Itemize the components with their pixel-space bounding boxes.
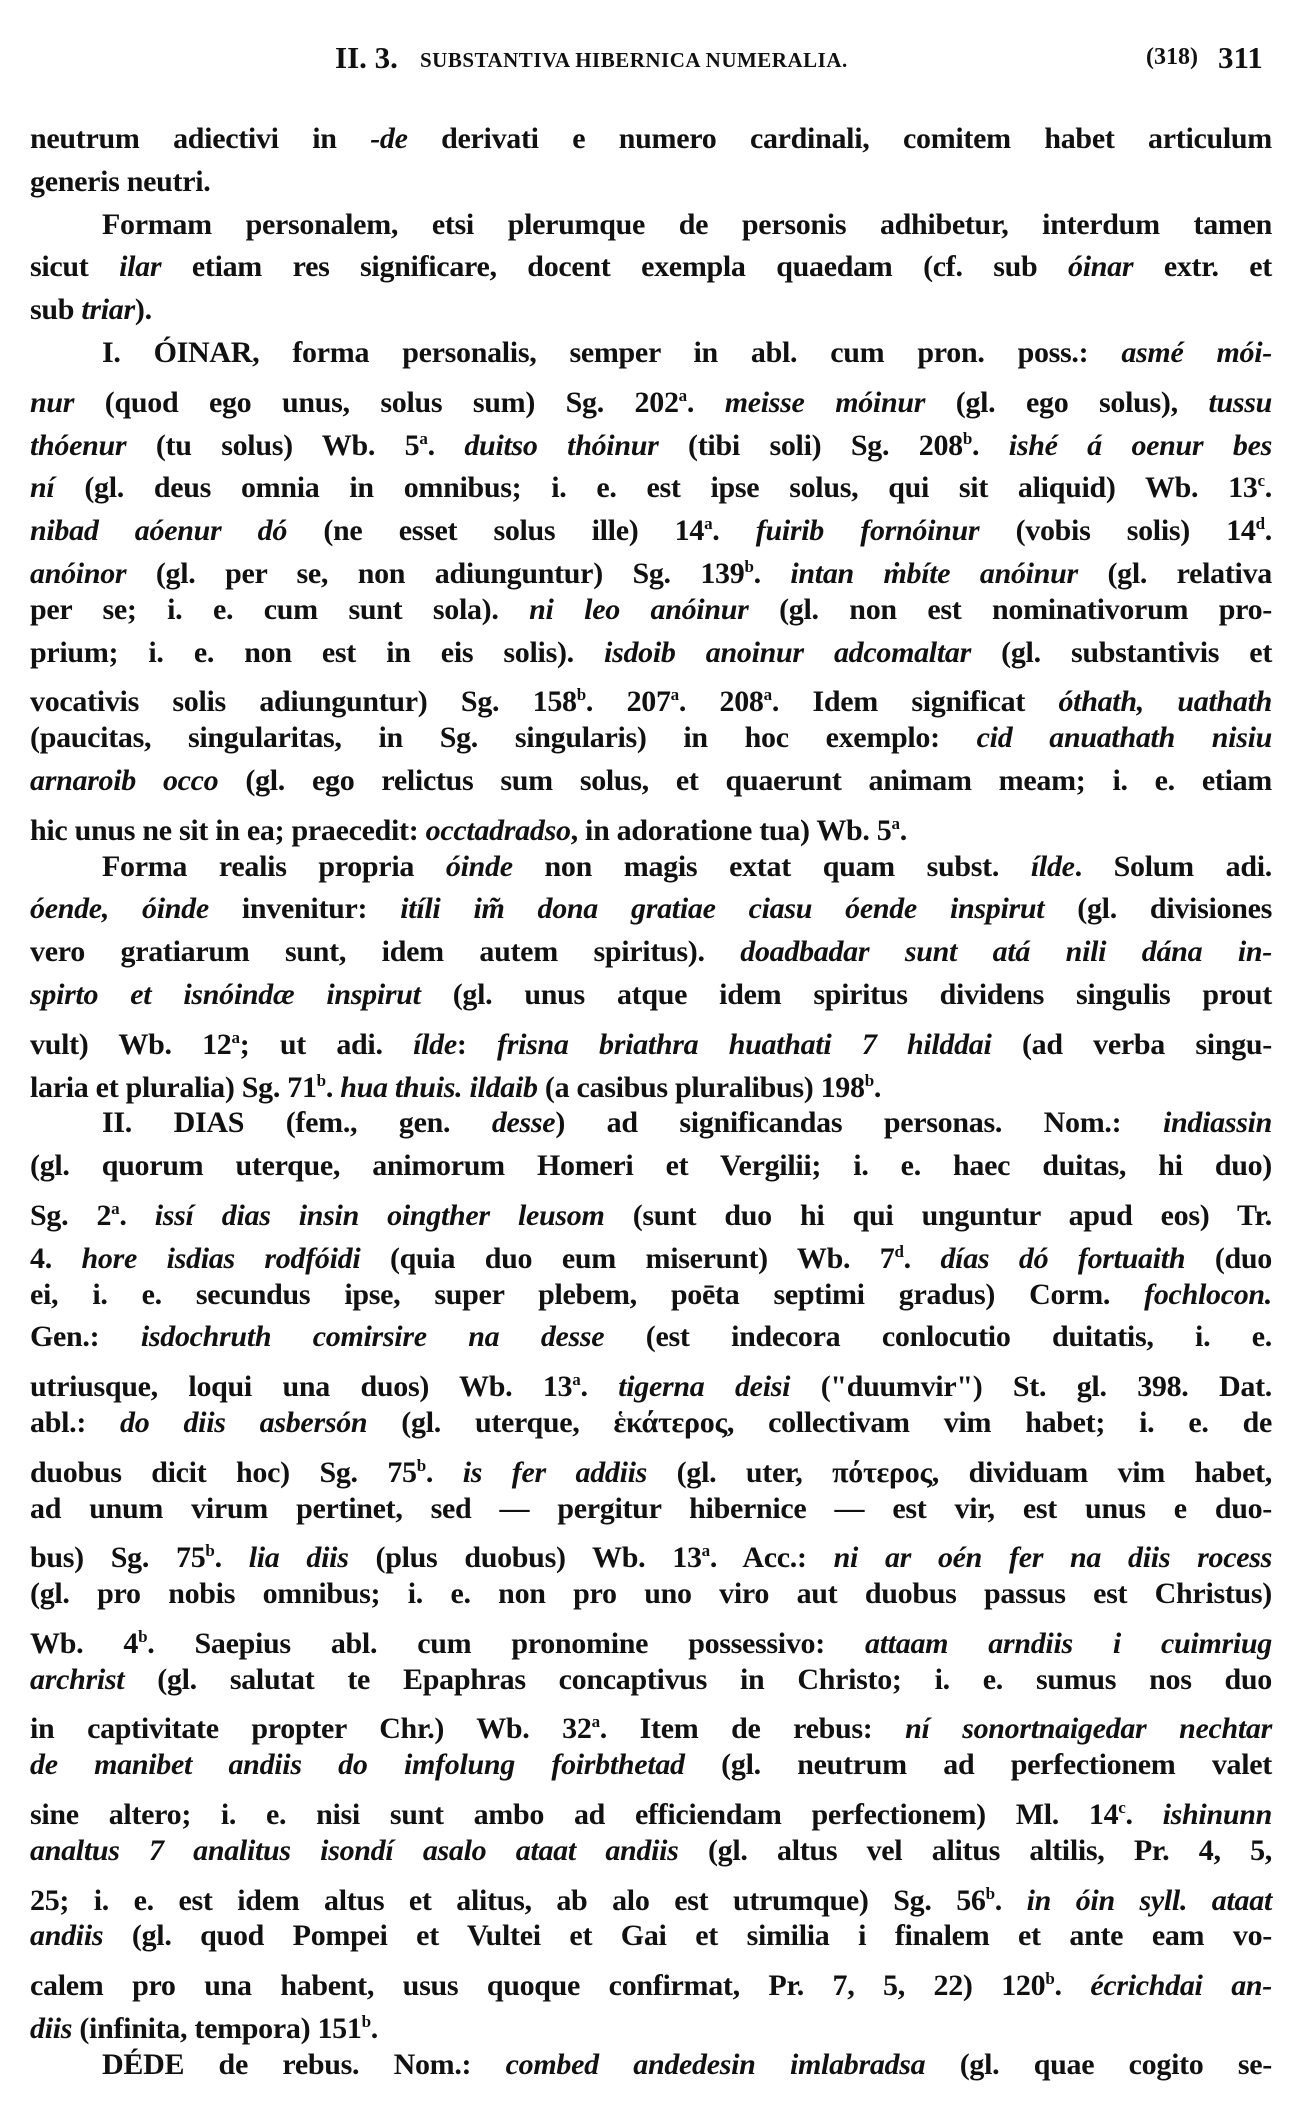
- irish-example: ní: [30, 471, 55, 505]
- folio-column-superscript: a: [572, 1370, 581, 1390]
- latin-text: .: [1054, 1969, 1091, 2003]
- latin-text: generis neutri.: [30, 164, 211, 198]
- latin-text: utriusque, loqui una duos) Wb. 13: [30, 1370, 573, 1404]
- text-line: [30, 1445, 1272, 1488]
- text-line: [30, 974, 1272, 1017]
- latin-text: .: [972, 428, 1009, 462]
- folio-column-superscript: a: [591, 1712, 600, 1732]
- latin-text: . 208: [678, 685, 764, 719]
- latin-text: vult) Wb. 12: [30, 1027, 232, 1061]
- irish-example: arnaroib occo: [30, 763, 219, 797]
- text-line: [30, 1958, 1272, 2001]
- text-line: [30, 1488, 1272, 1531]
- irish-example: fochlocon.: [1144, 1277, 1272, 1311]
- irish-example: hore isdias rodfóidi: [81, 1241, 361, 1275]
- latin-text: . Acc.:: [709, 1541, 834, 1575]
- folio-column-superscript: b: [205, 1541, 215, 1561]
- folio-column-superscript: a: [419, 428, 428, 448]
- irish-example: ílde: [413, 1027, 457, 1061]
- folio-column-superscript: a: [701, 1541, 710, 1561]
- text-line: [30, 1530, 1272, 1573]
- irish-example: óende, óinde: [30, 892, 209, 926]
- text-line: [30, 1359, 1272, 1402]
- text-line: [30, 2044, 1272, 2087]
- irish-example: frisna briathra huathati 7 hilddai: [497, 1027, 992, 1061]
- irish-example: analtus 7 analitus isondí asalo ataat andiis: [30, 1833, 679, 1867]
- latin-text: 4.: [30, 1241, 82, 1275]
- folio-column-superscript: b: [416, 1455, 426, 1475]
- running-title: SUBSTANTIVA HIBERNICA NUMERALIA.: [420, 48, 848, 72]
- latin-text: , in adoratione tua) Wb. 5: [570, 813, 892, 847]
- folio-column-superscript: b: [962, 428, 972, 448]
- latin-text: (gl. per se, non adiunguntur) Sg. 139: [126, 556, 745, 590]
- text-line: [30, 1102, 1272, 1145]
- irish-example: óinde: [445, 849, 513, 883]
- latin-text: ) ad significandas personas. Nom.:: [555, 1106, 1163, 1140]
- text-line: [30, 1060, 1272, 1103]
- latin-text: .: [325, 1070, 341, 1104]
- latin-text: (ne esset solus ille) 14: [287, 514, 705, 548]
- latin-text: (gl. altus vel alitus altilis, Pr. 4, 5,: [678, 1833, 1272, 1867]
- irish-example: óinar: [1068, 250, 1134, 284]
- latin-text: per se; i. e. cum sunt sola).: [30, 592, 530, 626]
- latin-text: (vobis solis) 14: [979, 514, 1256, 548]
- irish-example: thóenur: [30, 428, 127, 462]
- latin-text: (gl. substantivis et: [970, 635, 1273, 669]
- latin-text: Formam personalem, etsi plerumque de personis adhibetur, interdum tamen: [102, 207, 1272, 241]
- folio-column-superscript: c: [1118, 1798, 1126, 1818]
- irish-example: in óin syll. ataat: [1026, 1883, 1272, 1917]
- irish-example: desse: [491, 1106, 556, 1140]
- latin-text: . Solum adi.: [1074, 849, 1272, 883]
- irish-example: fuirib fornóinur: [755, 514, 980, 548]
- latin-text: II. DIAS (fem., gen.: [102, 1106, 492, 1140]
- folio-column-superscript: b: [316, 1070, 326, 1090]
- latin-text: bus) Sg. 75: [30, 1541, 206, 1575]
- irish-example: ni ar oén fer na diis rocess: [833, 1541, 1273, 1575]
- latin-text: 25; i. e. est idem altus et alitus, ab alo est utrumque) Sg. 56: [30, 1883, 986, 1917]
- folio-column-superscript: a: [111, 1198, 120, 1218]
- latin-text: etiam res significare, docent exempla quaedam (cf. sub: [161, 250, 1069, 284]
- irish-example: duitso thóinur: [464, 428, 659, 462]
- irish-example: écrichdai an-: [1090, 1969, 1272, 2003]
- latin-text: (gl. quorum uterque, animorum Homeri et Vergilii; i. e. haec duitas, hi duo): [30, 1149, 1272, 1183]
- latin-text: DÉDE de rebus. Nom.:: [102, 2047, 506, 2081]
- folio-column-superscript: d: [894, 1241, 904, 1261]
- latin-text: :: [456, 1027, 498, 1061]
- text-line: [30, 589, 1272, 632]
- text-line: [30, 332, 1272, 375]
- irish-example: do diis asbersón: [120, 1405, 368, 1439]
- irish-example: spirto et isnóindæ inspirut: [30, 977, 421, 1011]
- latin-text: ).: [134, 293, 152, 327]
- text-line: [30, 931, 1272, 974]
- irish-example: -de: [370, 122, 408, 155]
- text-line: [30, 1659, 1272, 1702]
- irish-example: tigerna deisi: [618, 1370, 791, 1404]
- latin-text: derivati e numero cardinali, comitem habet articulum: [407, 122, 1272, 155]
- text-line: [30, 2001, 1272, 2044]
- irish-example: diis: [30, 2012, 73, 2046]
- latin-text: (sunt duo hi qui unguntur apud eos) Tr.: [604, 1198, 1272, 1232]
- latin-text: .: [1125, 1798, 1163, 1832]
- irish-example: tussu: [1208, 385, 1273, 419]
- latin-text: . Item de rebus:: [599, 1712, 906, 1746]
- text-line: [30, 1915, 1272, 1958]
- latin-text: sub: [30, 293, 82, 327]
- latin-text: Wb. 4: [30, 1626, 139, 1660]
- running-header: [0, 40, 1298, 80]
- irish-example: ni leo anóinur: [529, 592, 749, 626]
- text-line: [30, 1830, 1272, 1873]
- latin-text: non magis extat quam subst.: [512, 849, 1031, 883]
- text-line: [30, 632, 1272, 675]
- latin-text: (gl. quae cogito se-: [925, 2047, 1272, 2081]
- irish-example: meisse móinur: [724, 385, 926, 419]
- irish-example: andiis: [30, 1919, 104, 1953]
- latin-text: I. ÓINAR, forma personalis, semper in abl. cum pron. poss.:: [102, 335, 1122, 369]
- folio-column-superscript: b: [361, 2012, 371, 2032]
- latin-text: .: [425, 1455, 463, 1489]
- text-line: [30, 1145, 1272, 1188]
- irish-example: itíli im̃ dona gratiae ciasu óende inspirut: [400, 892, 1045, 926]
- latin-text: (tibi soli) Sg. 208: [658, 428, 963, 462]
- latin-text: neutrum adiectivi in: [30, 122, 371, 155]
- latin-text: vocativis solis adiunguntur) Sg. 158: [30, 685, 577, 719]
- latin-text: (ad verba singu-: [991, 1027, 1272, 1061]
- irish-example: occtadradso: [425, 813, 571, 847]
- folio-column-superscript: d: [1255, 514, 1265, 534]
- text-line: [30, 1616, 1272, 1659]
- latin-text: sicut: [30, 250, 120, 284]
- latin-text: .: [370, 2012, 378, 2046]
- latin-text: .: [119, 1198, 155, 1232]
- page-body-text: [30, 118, 1272, 2087]
- irish-example: ní sonortnaigedar nechtar: [905, 1712, 1272, 1746]
- latin-text: . Idem significat: [771, 685, 1059, 719]
- latin-text: .: [1264, 514, 1272, 548]
- latin-text: (gl. pro nobis omnibus; i. e. non pro uno viro aut duobus passus est Christus): [30, 1577, 1272, 1611]
- latin-text: calem pro una habent, usus quoque confirmat, Pr. 7, 5, 22) 120: [30, 1969, 1046, 2003]
- latin-text: . 207: [585, 685, 671, 719]
- irish-example: lia diis: [248, 1541, 349, 1575]
- latin-text: (gl. relativa: [1077, 556, 1272, 590]
- latin-text: . Saepius abl. cum pronomine possessivo:: [147, 1626, 865, 1660]
- text-line: [30, 289, 1272, 332]
- irish-example: archrist: [30, 1662, 125, 1696]
- text-line: [30, 803, 1272, 846]
- page-number: 311: [1218, 40, 1263, 75]
- irish-example: attaam arndiis i cuimriug: [865, 1626, 1273, 1660]
- text-line: [30, 375, 1272, 418]
- text-line: [30, 1231, 1272, 1274]
- irish-example: doadbadar sunt atá nili dána in-: [740, 935, 1272, 969]
- latin-text: (quod ego unus, solus sum) Sg. 202: [74, 385, 679, 419]
- text-line: [30, 460, 1272, 503]
- folio-column-superscript: b: [985, 1883, 995, 1903]
- latin-text: (est indecora conlocutio duitatis, i. e.: [604, 1320, 1272, 1354]
- irish-example: isdochruth comirsire na desse: [140, 1320, 605, 1354]
- latin-text: laria et pluralia) Sg. 71: [30, 1070, 317, 1104]
- irish-example: ílde: [1030, 849, 1075, 883]
- latin-text: Sg. 2: [30, 1198, 112, 1232]
- text-line: [30, 1787, 1272, 1830]
- folio-column-superscript: b: [744, 556, 754, 576]
- latin-text: ei, i. e. secundus ipse, super plebem, poēta septimi gradus) Corm.: [30, 1277, 1145, 1311]
- folio-column-superscript: b: [138, 1626, 148, 1646]
- irish-example: triar: [81, 293, 135, 327]
- latin-text: abl.:: [30, 1405, 121, 1439]
- irish-example: ishinunn: [1162, 1798, 1273, 1832]
- latin-text: ad unum virum pertinet, sed — pergitur hibernice — est vir, est unus e duo-: [30, 1491, 1272, 1525]
- folio-column-superscript: a: [763, 685, 772, 705]
- latin-text: in captivitate propter Chr.) Wb. 32: [30, 1712, 592, 1746]
- latin-text: .: [1264, 471, 1272, 505]
- irish-example: indiassin: [1162, 1106, 1273, 1140]
- latin-text: (gl. quod Pompei et Vultei et Gai et similia i finalem et ante eam vo-: [103, 1919, 1272, 1953]
- latin-text: ; ut adi.: [239, 1027, 414, 1061]
- irish-example: combed andedesin imlabradsa: [505, 2047, 926, 2081]
- text-line: [30, 1316, 1272, 1359]
- latin-text: prium; i. e. non est in eis solis).: [30, 635, 605, 669]
- folio-column-superscript: c: [1257, 471, 1265, 491]
- latin-text: invenitur:: [208, 892, 401, 926]
- latin-text: (a casibus pluralibus) 198: [537, 1070, 865, 1104]
- paragraph-number: (318): [1146, 44, 1198, 70]
- latin-text: (plus duobus) Wb. 13: [348, 1541, 702, 1575]
- latin-text: (paucitas, singularitas, in Sg. singularis) in hoc exemplo:: [30, 721, 977, 755]
- irish-example: nibad aóenur dó: [30, 514, 288, 548]
- text-line: [30, 546, 1272, 589]
- folio-column-superscript: a: [670, 685, 679, 705]
- text-line: [30, 1573, 1272, 1616]
- text-line: [30, 1402, 1272, 1445]
- latin-text: (gl. divisiones: [1044, 892, 1272, 926]
- text-line: [30, 1188, 1272, 1231]
- latin-text: hic unus ne sit in ea; praecedit:: [30, 813, 426, 847]
- latin-text: (quia duo eum miserunt) Wb. 7: [360, 1241, 895, 1275]
- irish-example: is fer addiis: [462, 1455, 648, 1489]
- irish-example: de manibet andiis do imfolung foirbthetad: [30, 1748, 685, 1782]
- text-line: [30, 760, 1272, 803]
- latin-text: .: [686, 385, 725, 419]
- irish-example: cid anuathath nisiu: [976, 721, 1272, 755]
- section-number: II. 3.: [335, 40, 398, 75]
- folio-column-superscript: b: [1045, 1969, 1055, 1989]
- text-line: [30, 846, 1272, 889]
- latin-text: (gl. unus atque idem spiritus dividens singulis prout: [420, 977, 1272, 1011]
- text-line: [30, 674, 1272, 717]
- folio-column-superscript: a: [678, 385, 687, 405]
- latin-text: duobus dicit hoc) Sg. 75: [30, 1455, 417, 1489]
- latin-text: (tu solus) Wb. 5: [126, 428, 420, 462]
- folio-column-superscript: b: [576, 685, 586, 705]
- latin-text: extr. et: [1133, 250, 1273, 284]
- text-line: [30, 118, 1272, 161]
- folio-column-superscript: a: [704, 514, 713, 534]
- latin-text: .: [753, 556, 791, 590]
- latin-text: .: [873, 1070, 882, 1104]
- irish-example: nur: [30, 385, 75, 419]
- latin-text: (gl. neutrum ad perfectionem valet: [684, 1748, 1272, 1782]
- text-line: [30, 161, 1272, 204]
- latin-text: (gl. deus omnia in omnibus; i. e. est ipse solus, qui sit aliquid) Wb. 13: [54, 471, 1258, 505]
- irish-example: ishé á oenur bes: [1008, 428, 1272, 462]
- folio-column-superscript: a: [231, 1027, 240, 1047]
- latin-text: (gl. non est nominativorum pro-: [748, 592, 1272, 626]
- text-line: [30, 888, 1272, 931]
- text-line: [30, 1017, 1272, 1060]
- irish-example: hua thuis. ildaib: [340, 1070, 538, 1104]
- latin-text: vero gratiarum sunt, idem autem spiritus).: [30, 935, 741, 969]
- irish-example: días dó fortuaith: [940, 1241, 1186, 1275]
- irish-example: anóinor: [30, 556, 127, 590]
- latin-text: sine altero; i. e. nisi sunt ambo ad efficiendam perfectionem) Ml. 14: [30, 1798, 1119, 1832]
- irish-example: isdoib anoinur adcomaltar: [604, 635, 971, 669]
- latin-text: .: [427, 428, 465, 462]
- irish-example: asmé mói-: [1121, 335, 1272, 369]
- latin-text: .: [712, 514, 756, 548]
- latin-text: (gl. ego relictus sum solus, et quaerunt animam meam; i. e. etiam: [218, 763, 1272, 797]
- text-line: [30, 246, 1272, 289]
- text-line: [30, 1701, 1272, 1744]
- folio-column-superscript: b: [864, 1070, 874, 1090]
- latin-text: .: [214, 1541, 249, 1575]
- text-line: [30, 418, 1272, 461]
- folio-column-superscript: a: [891, 813, 900, 833]
- latin-text: .: [580, 1370, 619, 1404]
- latin-text: (duo: [1185, 1241, 1272, 1275]
- latin-text: Forma realis propria: [102, 849, 446, 883]
- text-line: [30, 204, 1272, 247]
- irish-example: ilar: [119, 250, 162, 284]
- irish-example: issí dias insin oingther leusom: [154, 1198, 605, 1232]
- latin-text: (gl. ego solus),: [925, 385, 1209, 419]
- latin-text: ("duumvir") St. gl. 398. Dat.: [790, 1370, 1272, 1404]
- irish-example: intan ṁbíte anóinur: [790, 556, 1078, 590]
- text-line: [30, 1274, 1272, 1317]
- latin-text: .: [903, 1241, 941, 1275]
- latin-text: Gen.:: [30, 1320, 141, 1354]
- text-line: [30, 1744, 1272, 1787]
- latin-text: .: [899, 813, 907, 847]
- latin-text: (gl. salutat te Epaphras concaptivus in Christo; i. e. sumus nos duo: [124, 1662, 1272, 1696]
- latin-text: (infinita, tempora) 151: [72, 2012, 362, 2046]
- latin-text: .: [994, 1883, 1027, 1917]
- text-line: [30, 503, 1272, 546]
- latin-text: (gl. uter, πότερος, dividuam vim habet,: [647, 1455, 1272, 1489]
- irish-example: óthath, uathath: [1058, 685, 1272, 719]
- text-line: [30, 1873, 1272, 1916]
- text-line: [30, 717, 1272, 760]
- latin-text: (gl. uterque, ἑκάτερος, collectivam vim habet; i. e. de: [367, 1405, 1272, 1439]
